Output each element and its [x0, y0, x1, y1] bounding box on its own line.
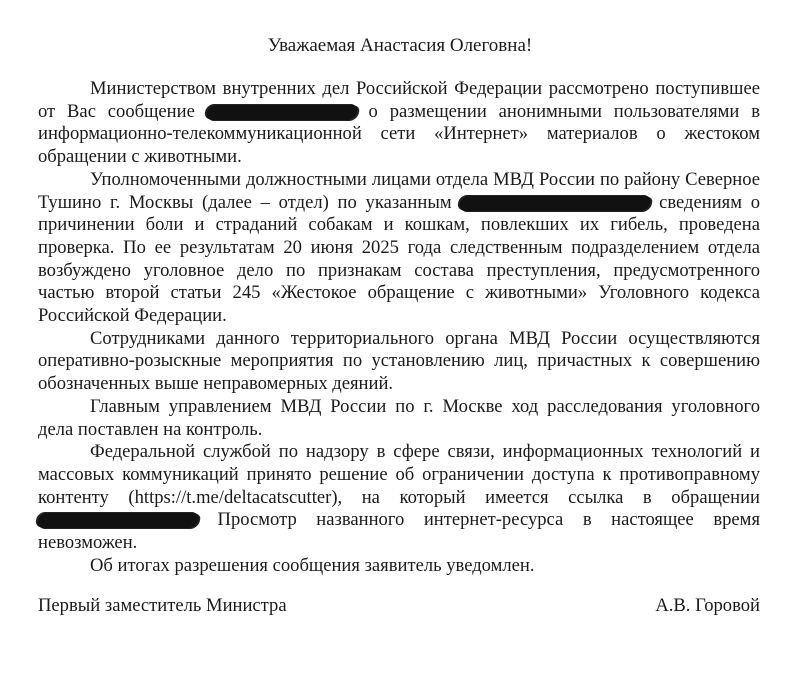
paragraph-5-text-a: Федеральной службой по надзору в сфере связи, информационных технологий и массовых коммуникаций принято решение об ограничении доступа к противоправному контенту (https://t.me/deltacatscutter), на который имеется ссылка в обращении [38, 441, 760, 508]
paragraph-1-text-a: Министерством внутренних дел Российской Федерации рассмотрено поступившее от Вас сообщение [38, 78, 760, 122]
redaction-mark [206, 105, 358, 120]
paragraph-3: Сотрудниками данного территориального органа МВД России осуществляются оперативно-розыскные мероприятия по установлению лиц, причастных к совершению обозначенных выше неправомерных деяний. [38, 327, 760, 395]
greeting: Уважаемая Анастасия Олеговна! [267, 35, 533, 56]
paragraph-5 [38, 441, 760, 555]
paragraph-2 [38, 169, 760, 328]
signatory-name: А.В. Горовой [655, 595, 760, 616]
letter-body [38, 78, 760, 577]
redaction-mark [459, 196, 651, 211]
paragraph-1 [38, 78, 760, 169]
paragraph-2-text-a: Уполномоченными должностными лицами отдела МВД России по району Северное Тушино г. Москвы (далее – отдел) по указанным [38, 168, 760, 213]
paragraph-4: Главным управлением МВД России по г. Москве ход расследования уголовного дела поставлен на контроль. [38, 395, 760, 440]
redaction-mark [37, 513, 199, 528]
paragraph-6: Об итогах разрешения сообщения заявитель уведомлен. [90, 554, 535, 576]
signatory-position: Первый заместитель Министра [38, 595, 287, 616]
paragraph-1-text-b: о размещении анонимными пользователями в информационно-телекоммуникационной сети «Интернет» материалов о жестоком обращении с животными. [38, 100, 760, 168]
paragraph-5-text-b: Просмотр названного интернет-ресурса в настоящее время невозможен. [38, 509, 760, 554]
paragraph-2-text-b: сведениям о причинении боли и страданий собакам и кошкам, повлекших их гибель, проведена проверка. По ее результатам 20 июня 2025 года следственным подразделением отдела возбуждено уголовное дело по признакам состава преступления, предусмотренного частью второй статьи 245 «Жестокое обращение с животными» Уголовного кодекса Российской Федерации. [38, 191, 760, 327]
